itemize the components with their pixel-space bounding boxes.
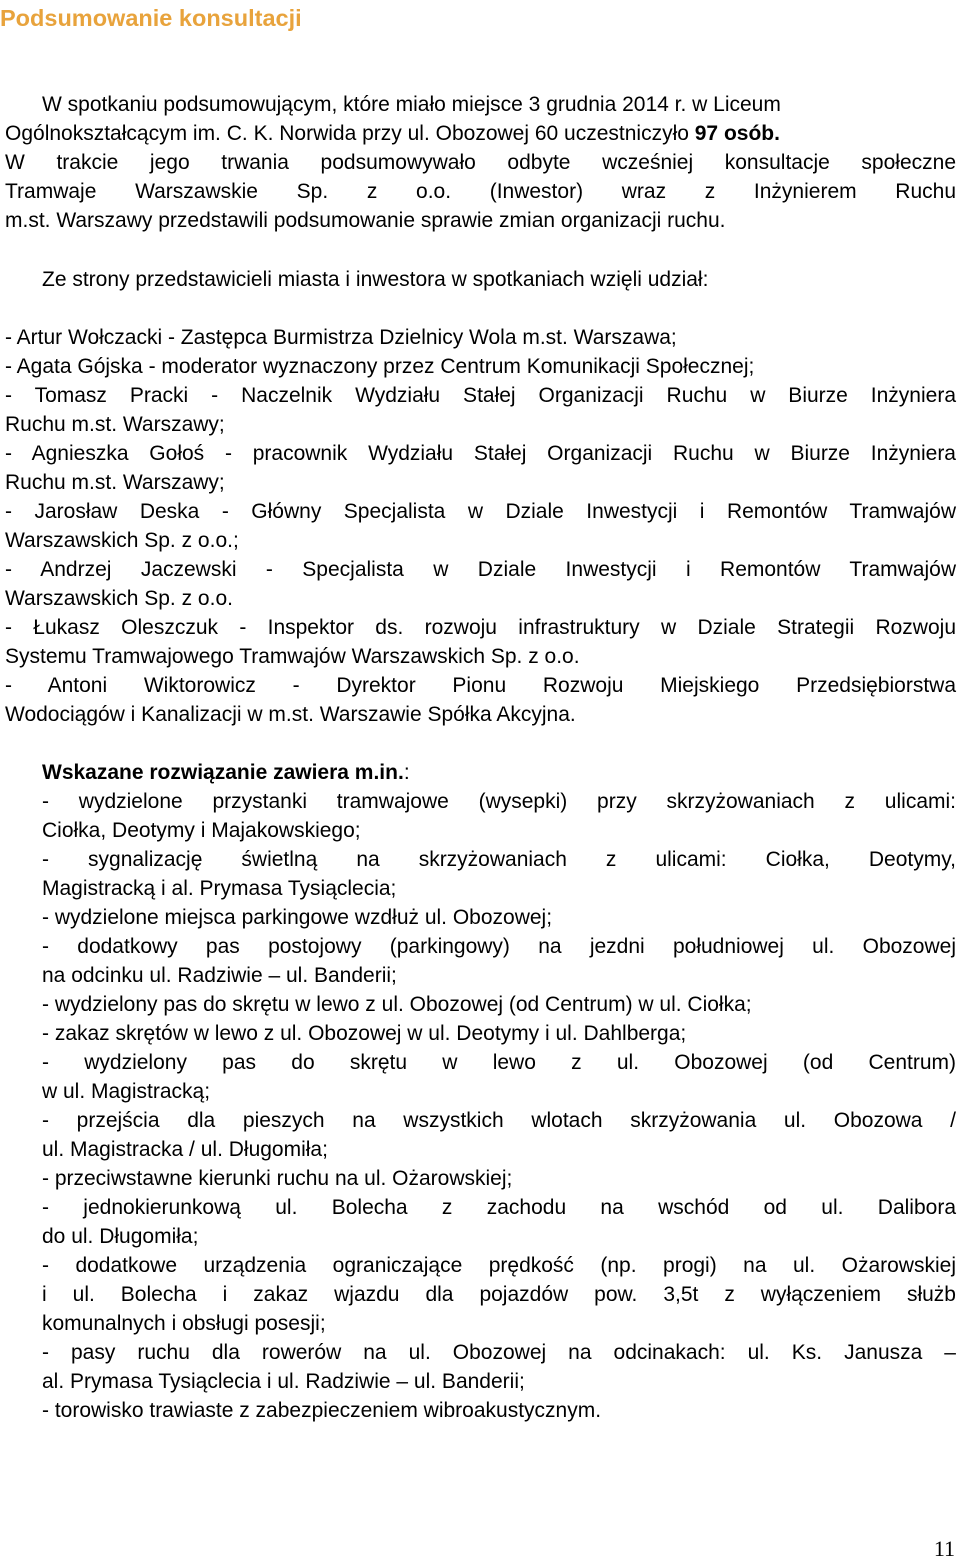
participant-line: - Łukasz Oleszczuk - Inspektor ds. rozwoju infrastruktury w Dziale Strategii Rozwoju — [5, 616, 956, 639]
participant-line: - Antoni Wiktorowicz - Dyrektor Pionu Rozwoju Miejskiego Przedsiębiorstwa — [5, 674, 956, 697]
participants-heading — [42, 265, 956, 294]
solution-line: i ul. Bolecha i zakaz wjazdu dla pojazdów pow. 3,5t z wyłączeniem służb — [42, 1283, 956, 1306]
participant-line: - Artur Wołczacki - Zastępca Burmistrza Dzielnicy Wola m.st. Warszawa; — [5, 326, 677, 349]
participant-line: Warszawskich Sp. z o.o.; — [5, 529, 239, 552]
solution-line: na odcinku ul. Radziwie – ul. Banderii; — [42, 964, 397, 987]
participant-line: Ruchu m.st. Warszawy; — [5, 413, 225, 436]
solution-line: - wydzielone miejsca parkingowe wzdłuż ul. Obozowej; — [42, 906, 553, 929]
solution-line: do ul. Długomiła; — [42, 1225, 199, 1248]
solution-line: - dodatkowe urządzenia ograniczające prędkość (np. progi) na ul. Ożarowskiej — [42, 1254, 956, 1277]
participant-line: - Tomasz Pracki - Naczelnik Wydziału Stałej Organizacji Ruchu w Biurze Inżyniera — [5, 384, 956, 407]
solution-line: - wydzielone przystanki tramwajowe (wysepki) przy skrzyżowaniach z ulicami: — [42, 790, 956, 813]
intro-line — [5, 119, 956, 148]
participant-line: - Jarosław Deska - Główny Specjalista w Dziale Inwestycji i Remontów Tramwajów — [5, 500, 956, 523]
attendance-count: 97 osób. — [694, 122, 780, 145]
participant-line: Ruchu m.st. Warszawy; — [5, 471, 225, 494]
solution-line: - przeciwstawne kierunki ruchu na ul. Ożarowskiej; — [42, 1167, 513, 1190]
intro-line: m.st. Warszawy przedstawili podsumowanie sprawie zmian organizacji ruchu. — [5, 209, 726, 232]
page-number: 11 — [933, 1536, 955, 1561]
solution-line: - pasy ruchu dla rowerów na ul. Obozowej na odcinakach: ul. Ks. Janusza – — [42, 1341, 956, 1364]
participant-line: Warszawskich Sp. z o.o. — [5, 587, 233, 610]
solution-line: - przejścia dla pieszych na wszystkich wlotach skrzyżowania ul. Obozowa / — [42, 1109, 956, 1132]
solution-line: - dodatkowy pas postojowy (parkingowy) na jezdni południowej ul. Obozowej — [42, 935, 956, 958]
solution-line: - sygnalizację świetlną na skrzyżowaniach z ulicami: Ciołka, Deotymy, — [42, 848, 956, 871]
solution-line: Ciołka, Deotymy i Majakowskiego; — [42, 819, 361, 842]
participants-list — [5, 323, 956, 729]
participant-line: Systemu Tramwajowego Tramwajów Warszawskich Sp. z o.o. — [5, 645, 580, 668]
solution-line: Magistracką i al. Prymasa Tysiąclecia; — [42, 877, 397, 900]
solution-line: komunalnych i obsługi posesji; — [42, 1312, 326, 1335]
solution-line: - zakaz skrętów w lewo z ul. Obozowej w ul. Deotymy i ul. Dahlberga; — [42, 1022, 687, 1045]
intro-paragraph — [5, 90, 956, 235]
intro-line: W trakcie jego trwania podsumowywało odbyte wcześniej konsultacje społeczne — [5, 151, 956, 174]
participant-line: - Agata Gójska - moderator wyznaczony przez Centrum Komunikacji Społecznej; — [5, 355, 755, 378]
solution-line: w ul. Magistracką; — [42, 1080, 211, 1103]
solutions-list — [42, 787, 956, 1425]
page-title: Podsumowanie konsultacji — [0, 5, 302, 31]
intro-line: Tramwaje Warszawskie Sp. z o.o. (Inwestor) wraz z Inżynierem Ruchu — [5, 180, 956, 203]
solutions-heading-text — [42, 758, 956, 787]
intro-line: W spotkaniu podsumowującym, które miało miejsce 3 grudnia 2014 r. w Liceum — [42, 93, 781, 116]
participants-heading-text: Ze strony przedstawicieli miasta i inwestora w spotkaniach wzięli udział: — [42, 268, 709, 291]
intro-line-text: Ogólnokształcącym im. C. K. Norwida przy ul. Obozowej 60 uczestniczyło — [5, 122, 695, 145]
solution-line: - torowisko trawiaste z zabezpieczeniem wibroakustycznym. — [42, 1399, 602, 1422]
participant-line: - Agnieszka Gołoś - pracownik Wydziału Stałej Organizacji Ruchu w Biurze Inżyniera — [5, 442, 956, 465]
solutions-heading-bold: Wskazane rozwiązanie zawiera m.in. — [42, 761, 404, 784]
solution-line: - wydzielony pas do skrętu w lewo z ul. Obozowej (od Centrum) — [42, 1051, 956, 1074]
participant-line: Wodociągów i Kanalizacji w m.st. Warszawie Spółka Akcyjna. — [5, 703, 576, 726]
solution-line: - jednokierunkową ul. Bolecha z zachodu na wschód od ul. Dalibora — [42, 1196, 956, 1219]
participant-line: - Andrzej Jaczewski - Specjalista w Dziale Inwestycji i Remontów Tramwajów — [5, 558, 956, 581]
solution-line: - wydzielony pas do skrętu w lewo z ul. Obozowej (od Centrum) w ul. Ciołka; — [42, 993, 752, 1016]
solutions-heading-colon: : — [403, 761, 410, 784]
solution-line: al. Prymasa Tysiąclecia i ul. Radziwie – ul. Banderii; — [42, 1370, 525, 1393]
solutions-heading — [42, 758, 956, 787]
solution-line: ul. Magistracka / ul. Długomiła; — [42, 1138, 328, 1161]
